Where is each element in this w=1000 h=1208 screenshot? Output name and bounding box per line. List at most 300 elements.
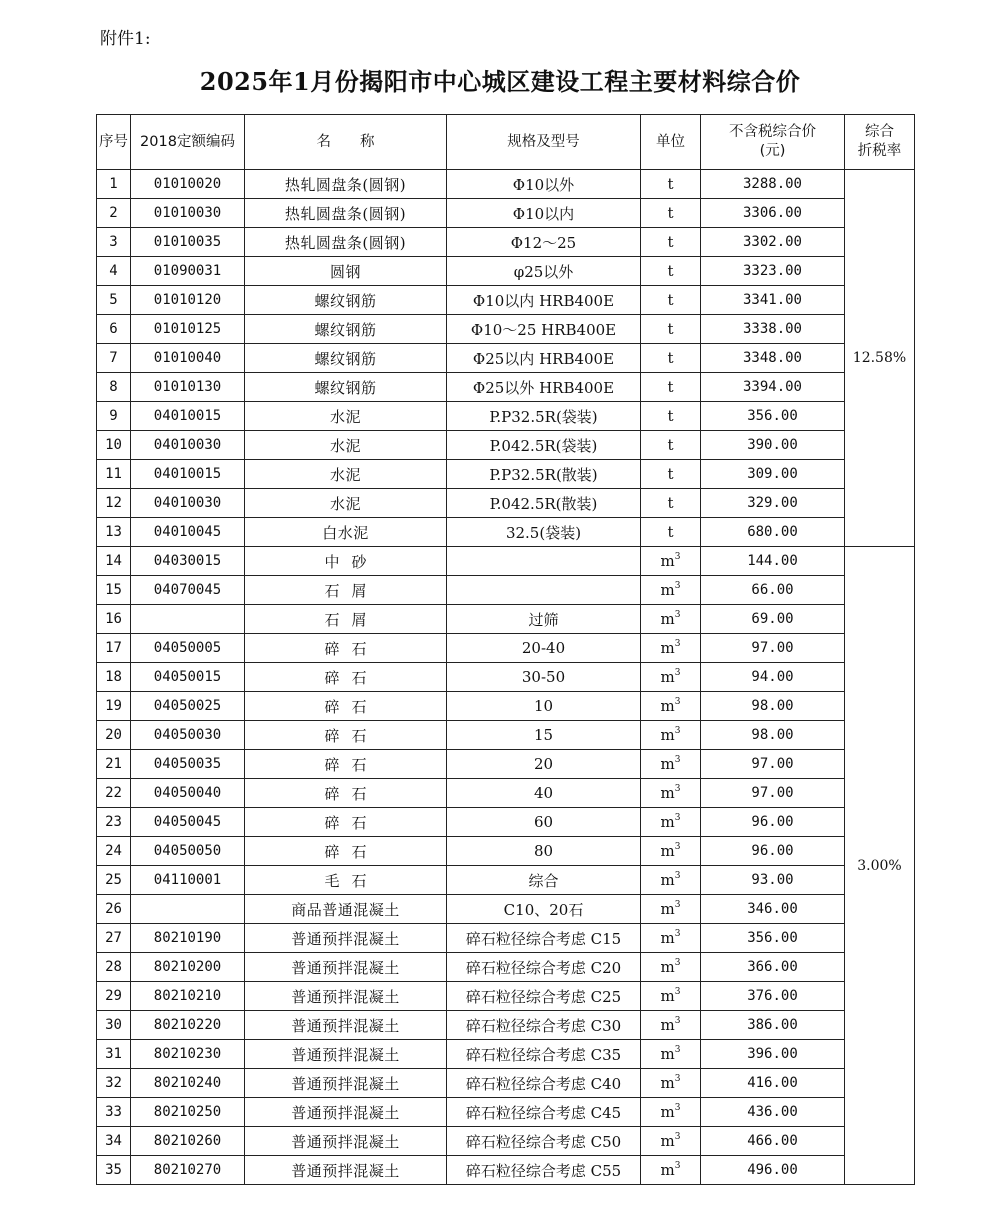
cell-unit (641, 431, 701, 460)
cell-seq: 18 (97, 663, 131, 692)
cell-seq: 9 (97, 402, 131, 431)
cell-price: 69.00 (701, 605, 845, 634)
table-body (97, 170, 915, 1185)
cell-price: 680.00 (701, 518, 845, 547)
cell-name: 碎石 (245, 779, 447, 808)
unit-cubic-superscript: 3 (674, 900, 681, 910)
cell-price: 3306.00 (701, 199, 845, 228)
cell-spec: Φ10～25 HRB400E (447, 315, 641, 344)
table-row (97, 576, 915, 605)
unit-text: t (667, 378, 674, 396)
cell-price: 366.00 (701, 953, 845, 982)
cell-code: 04050015 (131, 663, 245, 692)
header-seq: 序号 (97, 115, 131, 170)
cell-name: 热轧圆盘条(圆钢) (245, 199, 447, 228)
unit-cubic-superscript: 3 (674, 987, 681, 997)
unit-cubic-superscript: 3 (674, 1103, 681, 1113)
unit-text: t (667, 291, 674, 309)
table-row (97, 750, 915, 779)
cell-name: 碎石 (245, 808, 447, 837)
cell-code: 04010030 (131, 431, 245, 460)
table-row (97, 344, 915, 373)
cell-price: 466.00 (701, 1127, 845, 1156)
cell-spec: 碎石粒径综合考虑 C15 (447, 924, 641, 953)
cell-seq: 8 (97, 373, 131, 402)
cell-seq: 2 (97, 199, 131, 228)
cell-code: 04050050 (131, 837, 245, 866)
cell-name: 热轧圆盘条(圆钢) (245, 170, 447, 199)
cell-spec: Φ25以内 HRB400E (447, 344, 641, 373)
unit-cubic-superscript: 3 (674, 1045, 681, 1055)
cell-spec: 碎石粒径综合考虑 C30 (447, 1011, 641, 1040)
cell-code: 04050025 (131, 692, 245, 721)
cell-price: 94.00 (701, 663, 845, 692)
cell-spec: φ25以外 (447, 257, 641, 286)
cell-seq: 29 (97, 982, 131, 1011)
cell-name: 螺纹钢筋 (245, 315, 447, 344)
cell-price: 3323.00 (701, 257, 845, 286)
unit-cubic-superscript: 3 (674, 639, 681, 649)
cell-name: 碎石 (245, 721, 447, 750)
materials-price-table (96, 114, 915, 1185)
cell-name: 水泥 (245, 402, 447, 431)
rate-aggregate-concrete: 3.00% (845, 547, 915, 1185)
cell-spec: 30-50 (447, 663, 641, 692)
cell-code: 04050005 (131, 634, 245, 663)
cell-seq: 27 (97, 924, 131, 953)
unit-text: t (667, 407, 674, 425)
unit-text: m (660, 639, 675, 657)
cell-price: 309.00 (701, 460, 845, 489)
cell-unit (641, 1098, 701, 1127)
cell-code (131, 605, 245, 634)
unit-text: m (660, 958, 675, 976)
table-row (97, 721, 915, 750)
cell-name: 商品普通混凝土 (245, 895, 447, 924)
unit-text: t (667, 320, 674, 338)
cell-spec: 10 (447, 692, 641, 721)
cell-seq: 21 (97, 750, 131, 779)
cell-price: 66.00 (701, 576, 845, 605)
table-row (97, 431, 915, 460)
cell-seq: 25 (97, 866, 131, 895)
cell-seq: 16 (97, 605, 131, 634)
cell-unit (641, 837, 701, 866)
header-spec: 规格及型号 (447, 115, 641, 170)
cell-unit (641, 344, 701, 373)
page-title: 2025年1月份揭阳市中心城区建设工程主要材料综合价 (199, 67, 801, 96)
cell-unit (641, 286, 701, 315)
cell-price: 3394.00 (701, 373, 845, 402)
cell-seq: 23 (97, 808, 131, 837)
table-row (97, 866, 915, 895)
cell-spec: C10、20石 (447, 895, 641, 924)
unit-text: m (660, 552, 675, 570)
table-row (97, 228, 915, 257)
cell-unit (641, 982, 701, 1011)
table-row (97, 489, 915, 518)
cell-spec: 碎石粒径综合考虑 C40 (447, 1069, 641, 1098)
table-row (97, 1156, 915, 1185)
cell-seq: 19 (97, 692, 131, 721)
unit-text: m (660, 581, 675, 599)
cell-code: 04010045 (131, 518, 245, 547)
cell-price: 3288.00 (701, 170, 845, 199)
cell-unit (641, 895, 701, 924)
cell-seq: 1 (97, 170, 131, 199)
cell-price: 386.00 (701, 1011, 845, 1040)
table-row (97, 779, 915, 808)
table-row (97, 982, 915, 1011)
cell-name: 碎石 (245, 837, 447, 866)
cell-name: 普通预拌混凝土 (245, 1040, 447, 1069)
header-price-line1: 不含税综合价 (729, 124, 816, 140)
cell-spec: 32.5(袋装) (447, 518, 641, 547)
cell-seq: 15 (97, 576, 131, 605)
unit-cubic-superscript: 3 (674, 1016, 681, 1026)
cell-seq: 28 (97, 953, 131, 982)
cell-spec: 碎石粒径综合考虑 C45 (447, 1098, 641, 1127)
table-header-row (97, 115, 915, 170)
unit-cubic-superscript: 3 (674, 1132, 681, 1142)
header-rate (845, 115, 915, 170)
cell-price: 98.00 (701, 692, 845, 721)
unit-text: m (660, 987, 675, 1005)
cell-name: 普通预拌混凝土 (245, 953, 447, 982)
cell-spec: Φ10以内 HRB400E (447, 286, 641, 315)
table-row (97, 1127, 915, 1156)
cell-code: 80210200 (131, 953, 245, 982)
cell-seq: 11 (97, 460, 131, 489)
unit-text: m (660, 668, 675, 686)
table-row (97, 199, 915, 228)
cell-code: 01010125 (131, 315, 245, 344)
unit-text: t (667, 523, 674, 541)
unit-text: t (667, 262, 674, 280)
cell-price: 3341.00 (701, 286, 845, 315)
cell-seq: 12 (97, 489, 131, 518)
cell-seq: 24 (97, 837, 131, 866)
cell-code: 04050030 (131, 721, 245, 750)
table-row (97, 315, 915, 344)
cell-name: 碎石 (245, 634, 447, 663)
table-row (97, 547, 915, 576)
table-row (97, 460, 915, 489)
cell-name: 水泥 (245, 489, 447, 518)
cell-spec: 15 (447, 721, 641, 750)
unit-text: t (667, 204, 674, 222)
cell-seq: 6 (97, 315, 131, 344)
cell-seq: 22 (97, 779, 131, 808)
cell-unit (641, 808, 701, 837)
unit-text: t (667, 494, 674, 512)
cell-seq: 34 (97, 1127, 131, 1156)
cell-code: 80210230 (131, 1040, 245, 1069)
table-row (97, 634, 915, 663)
cell-unit (641, 779, 701, 808)
unit-text: m (660, 813, 675, 831)
table-row (97, 924, 915, 953)
cell-name: 白水泥 (245, 518, 447, 547)
cell-name: 普通预拌混凝土 (245, 982, 447, 1011)
table-row (97, 257, 915, 286)
cell-unit (641, 373, 701, 402)
cell-name: 普通预拌混凝土 (245, 1098, 447, 1127)
unit-cubic-superscript: 3 (674, 784, 681, 794)
cell-unit (641, 315, 701, 344)
cell-seq: 10 (97, 431, 131, 460)
cell-name: 中砂 (245, 547, 447, 576)
cell-unit (641, 257, 701, 286)
cell-unit (641, 750, 701, 779)
cell-unit (641, 547, 701, 576)
cell-price: 3302.00 (701, 228, 845, 257)
unit-text: t (667, 175, 674, 193)
cell-spec: Φ10以外 (447, 170, 641, 199)
unit-text: m (660, 784, 675, 802)
cell-code: 04050045 (131, 808, 245, 837)
unit-text: m (660, 1045, 675, 1063)
unit-cubic-superscript: 3 (674, 929, 681, 939)
cell-price: 376.00 (701, 982, 845, 1011)
header-price (701, 115, 845, 170)
cell-code: 04010015 (131, 460, 245, 489)
table-row (97, 1011, 915, 1040)
unit-cubic-superscript: 3 (674, 581, 681, 591)
table-row (97, 373, 915, 402)
cell-spec: 综合 (447, 866, 641, 895)
cell-unit (641, 1156, 701, 1185)
table-row (97, 663, 915, 692)
cell-code: 01010035 (131, 228, 245, 257)
cell-unit (641, 170, 701, 199)
cell-unit (641, 663, 701, 692)
cell-price: 97.00 (701, 779, 845, 808)
table-row (97, 692, 915, 721)
cell-spec: 20-40 (447, 634, 641, 663)
unit-text: m (660, 871, 675, 889)
unit-text: m (660, 755, 675, 773)
cell-spec: Φ25以外 HRB400E (447, 373, 641, 402)
cell-seq: 32 (97, 1069, 131, 1098)
table-row (97, 518, 915, 547)
cell-name: 热轧圆盘条(圆钢) (245, 228, 447, 257)
cell-unit (641, 953, 701, 982)
cell-seq: 5 (97, 286, 131, 315)
cell-code: 80210220 (131, 1011, 245, 1040)
cell-seq: 26 (97, 895, 131, 924)
cell-price: 416.00 (701, 1069, 845, 1098)
cell-price: 436.00 (701, 1098, 845, 1127)
cell-price: 144.00 (701, 547, 845, 576)
cell-code: 01010040 (131, 344, 245, 373)
cell-spec: 碎石粒径综合考虑 C50 (447, 1127, 641, 1156)
header-rate-line1: 综合 (865, 124, 894, 140)
cell-unit (641, 1069, 701, 1098)
table-row (97, 1069, 915, 1098)
attachment-label: 附件1: (100, 29, 151, 49)
cell-code: 80210260 (131, 1127, 245, 1156)
cell-name: 螺纹钢筋 (245, 344, 447, 373)
cell-code: 04050040 (131, 779, 245, 808)
cell-name: 碎石 (245, 750, 447, 779)
unit-text: t (667, 465, 674, 483)
cell-name: 石屑 (245, 576, 447, 605)
unit-text: m (660, 1016, 675, 1034)
header-unit: 单位 (641, 115, 701, 170)
cell-name: 碎石 (245, 692, 447, 721)
cell-name: 普通预拌混凝土 (245, 1127, 447, 1156)
cell-code (131, 895, 245, 924)
cell-spec: P.042.5R(散装) (447, 489, 641, 518)
cell-seq: 20 (97, 721, 131, 750)
unit-cubic-superscript: 3 (674, 755, 681, 765)
table-row (97, 808, 915, 837)
unit-cubic-superscript: 3 (674, 813, 681, 823)
cell-unit (641, 692, 701, 721)
cell-spec (447, 547, 641, 576)
unit-cubic-superscript: 3 (674, 1074, 681, 1084)
cell-name: 碎石 (245, 663, 447, 692)
cell-name: 水泥 (245, 460, 447, 489)
cell-seq: 14 (97, 547, 131, 576)
cell-price: 396.00 (701, 1040, 845, 1069)
cell-spec: P.P32.5R(袋装) (447, 402, 641, 431)
cell-spec: 碎石粒径综合考虑 C20 (447, 953, 641, 982)
cell-unit (641, 866, 701, 895)
header-price-line2: (元) (759, 143, 786, 159)
table-row (97, 895, 915, 924)
cell-code: 80210240 (131, 1069, 245, 1098)
cell-name: 螺纹钢筋 (245, 286, 447, 315)
cell-seq: 4 (97, 257, 131, 286)
unit-text: t (667, 233, 674, 251)
cell-code: 80210270 (131, 1156, 245, 1185)
cell-unit (641, 402, 701, 431)
unit-cubic-superscript: 3 (674, 610, 681, 620)
cell-unit (641, 1011, 701, 1040)
cell-name: 圆钢 (245, 257, 447, 286)
unit-text: m (660, 1103, 675, 1121)
cell-unit (641, 518, 701, 547)
cell-price: 356.00 (701, 924, 845, 953)
cell-unit (641, 576, 701, 605)
cell-spec: 碎石粒径综合考虑 C25 (447, 982, 641, 1011)
cell-seq: 35 (97, 1156, 131, 1185)
cell-name: 普通预拌混凝土 (245, 1011, 447, 1040)
cell-unit (641, 228, 701, 257)
cell-code: 01010120 (131, 286, 245, 315)
unit-cubic-superscript: 3 (674, 697, 681, 707)
cell-spec: Φ10以内 (447, 199, 641, 228)
unit-cubic-superscript: 3 (674, 871, 681, 881)
unit-text: m (660, 726, 675, 744)
cell-spec: 20 (447, 750, 641, 779)
cell-seq: 31 (97, 1040, 131, 1069)
cell-spec: 60 (447, 808, 641, 837)
cell-spec: Φ12～25 (447, 228, 641, 257)
cell-name: 普通预拌混凝土 (245, 924, 447, 953)
cell-price: 96.00 (701, 808, 845, 837)
unit-cubic-superscript: 3 (674, 842, 681, 852)
cell-code: 01010130 (131, 373, 245, 402)
cell-price: 97.00 (701, 634, 845, 663)
cell-unit (641, 199, 701, 228)
cell-code: 04010015 (131, 402, 245, 431)
cell-spec: 过筛 (447, 605, 641, 634)
unit-text: m (660, 1161, 675, 1179)
cell-code: 01010030 (131, 199, 245, 228)
table-row (97, 837, 915, 866)
cell-price: 329.00 (701, 489, 845, 518)
cell-price: 97.00 (701, 750, 845, 779)
unit-cubic-superscript: 3 (674, 1161, 681, 1171)
header-name: 名 称 (245, 115, 447, 170)
cell-unit (641, 605, 701, 634)
cell-code: 04050035 (131, 750, 245, 779)
cell-spec: 80 (447, 837, 641, 866)
cell-unit (641, 489, 701, 518)
unit-cubic-superscript: 3 (674, 726, 681, 736)
cell-name: 水泥 (245, 431, 447, 460)
cell-name: 普通预拌混凝土 (245, 1156, 447, 1185)
cell-spec: P.P32.5R(散装) (447, 460, 641, 489)
unit-text: m (660, 1132, 675, 1150)
cell-spec: 40 (447, 779, 641, 808)
cell-price: 496.00 (701, 1156, 845, 1185)
header-code: 2018定额编码 (131, 115, 245, 170)
cell-seq: 30 (97, 1011, 131, 1040)
cell-price: 356.00 (701, 402, 845, 431)
cell-code: 80210250 (131, 1098, 245, 1127)
table-row (97, 953, 915, 982)
table-row (97, 605, 915, 634)
unit-cubic-superscript: 3 (674, 552, 681, 562)
cell-spec: 碎石粒径综合考虑 C55 (447, 1156, 641, 1185)
cell-unit (641, 1040, 701, 1069)
cell-price: 3348.00 (701, 344, 845, 373)
cell-code: 01010020 (131, 170, 245, 199)
table-row (97, 1040, 915, 1069)
cell-unit (641, 721, 701, 750)
cell-price: 98.00 (701, 721, 845, 750)
cell-spec: P.042.5R(袋装) (447, 431, 641, 460)
cell-price: 93.00 (701, 866, 845, 895)
unit-text: m (660, 842, 675, 860)
table-row (97, 170, 915, 199)
rate-steel-cement: 12.58% (845, 170, 915, 547)
unit-text: t (667, 349, 674, 367)
cell-seq: 13 (97, 518, 131, 547)
cell-name: 螺纹钢筋 (245, 373, 447, 402)
cell-unit (641, 1127, 701, 1156)
cell-price: 390.00 (701, 431, 845, 460)
cell-seq: 33 (97, 1098, 131, 1127)
table-row (97, 1098, 915, 1127)
cell-name: 普通预拌混凝土 (245, 1069, 447, 1098)
cell-code: 80210190 (131, 924, 245, 953)
cell-price: 96.00 (701, 837, 845, 866)
table-row (97, 286, 915, 315)
unit-text: m (660, 1074, 675, 1092)
cell-seq: 3 (97, 228, 131, 257)
cell-code: 04030015 (131, 547, 245, 576)
cell-seq: 17 (97, 634, 131, 663)
cell-price: 346.00 (701, 895, 845, 924)
unit-cubic-superscript: 3 (674, 668, 681, 678)
unit-text: m (660, 900, 675, 918)
cell-price: 3338.00 (701, 315, 845, 344)
